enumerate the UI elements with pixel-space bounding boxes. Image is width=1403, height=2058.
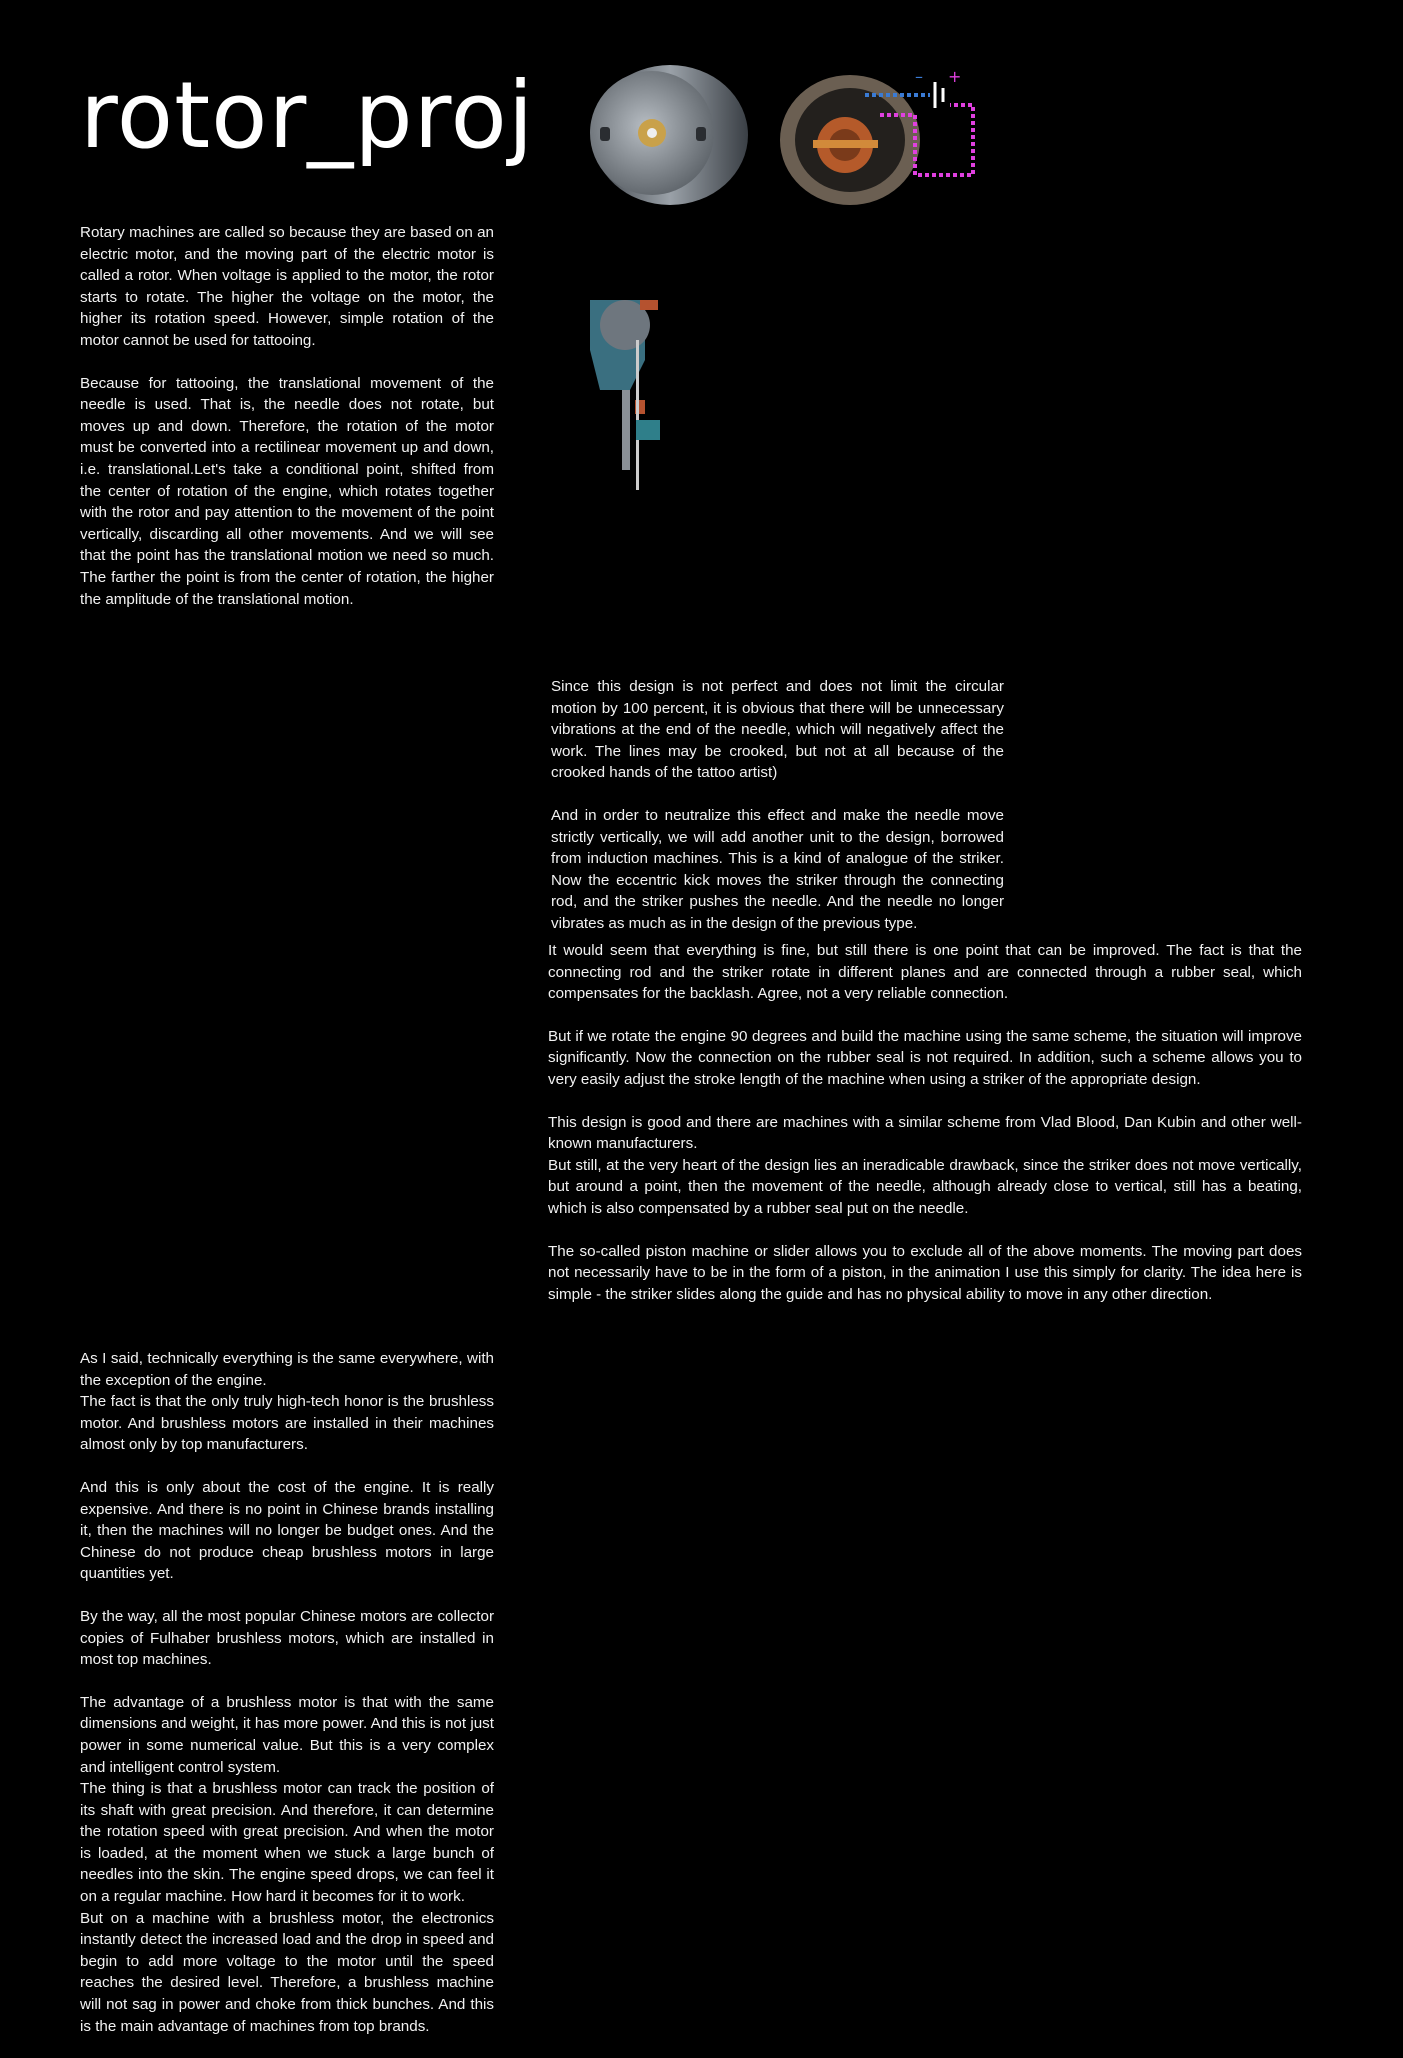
paragraph: Because for tattooing, the translational movement of the needle is used. That is, the needle does not rotate, but moves up and down. Therefore, the rotation of the motor must be converted into a rectilinear movement up and down, i.e. translational.Let's take a conditional point, shifted from the center of rotation of the engine, which rotates together with the rotor and pay attention to the movement of the point vertically, discarding all other movements. And we will see that the point has the translational motion we need so much. The farther the point is from the center of rotation, the higher the amplitude of the translational motion. <box>80 374 494 608</box>
brushless-text <box>80 1348 494 2058</box>
paragraph: And this is only about the cost of the engine. It is really expensive. And there is no point in Chinese brands installing it, then the machines will no longer be budget ones. And the Chinese do not produce cheap brushless motors in large quantities yet. <box>80 1478 494 1583</box>
improve-text <box>548 940 1302 1326</box>
paragraph: The advantage of a brushless motor is that with the same dimensions and weight, it has more power. And this is not just power in some numerical value. But this is a very complex and intelligent control system. <box>80 1693 494 1776</box>
page-title: rotor_proj <box>80 62 535 169</box>
paragraph: The thing is that a brushless motor can track the position of its shaft with great precision. And therefore, it can determine the rotation speed with great precision. And when the motor is loaded, at the moment when we stuck a large bunch of needles into the skin. The engine speed drops, we can feel it on a regular machine. How hard it becomes for it to work. <box>80 1780 494 1906</box>
design-text <box>551 676 1004 956</box>
paragraph: But on a machine with a brushless motor, the electronics instantly detect the increased load and the drop in speed and begin to add more voltage to the motor until the speed reaches the desired level. Therefore, a brushless machine will not sag in power and choke from thick bunches. And this is the main advantage of machines from top brands. <box>80 1909 494 2035</box>
paragraph: This design is good and there are machines with a similar scheme from Vlad Blood, Dan Kubin and other well-known manufacturers. <box>548 1113 1302 1153</box>
paragraph: The so-called piston machine or slider allows you to exclude all of the above moments. The moving part does not necessarily have to be in the form of a piston, in the animation I use this simply for clarity. The idea here is simple - the striker slides along the guide and has no physical ability to move in any other direction. <box>548 1242 1302 1303</box>
minus-label: – <box>915 67 923 86</box>
paragraph: Rotary machines are called so because they are based on an electric motor, and the moving part of the electric motor is called a rotor. When voltage is applied to the motor, the rotor starts to rotate. The higher the voltage on the motor, the higher its rotation speed. However, simple rotation of the motor cannot be used for tattooing. <box>80 224 494 349</box>
motor-cutaway-icon <box>765 60 985 220</box>
paragraph: By the way, all the most popular Chinese motors are collector copies of Fulhaber brushless motors, which are installed in most top machines. <box>80 1607 494 1669</box>
tattoo-machine-icon <box>590 300 660 490</box>
intro-text <box>80 222 494 631</box>
paragraph: Since this design is not perfect and does not limit the circular motion by 100 percent, it is obvious that there will be unnecessary vibrations at the end of the needle, which will negatively affect the work. The lines may be crooked, but not at all because of the crooked hands of the tattoo artist) <box>551 678 1004 782</box>
paragraph: It would seem that everything is fine, but still there is one point that can be improved. The fact is that the connecting rod and the striker rotate in different planes and are connected through a rubber seal, which compensates for the backlash. Agree, not a very reliable connection. <box>548 942 1302 1003</box>
dc-motor-icon <box>580 55 770 215</box>
paragraph: As I said, technically everything is the same everywhere, with the exception of the engine. <box>80 1350 494 1389</box>
paragraph: But if we rotate the engine 90 degrees and build the machine using the same scheme, the situation will improve significantly. Now the connection on the rubber seal is not required. In addition, such a scheme allows you to very easily adjust the stroke length of the machine when using a striker of the appropriate design. <box>548 1027 1302 1088</box>
plus-label: + <box>948 67 962 86</box>
paragraph: The fact is that the only truly high-tech honor is the brushless motor. And brushless motors are installed in their machines almost only by top manufacturers. <box>80 1393 494 1454</box>
paragraph: But still, at the very heart of the design lies an ineradicable drawback, since the striker does not move vertically, but around a point, then the movement of the needle, although already close to vertical, still has a beating, which is also compensated by a rubber seal put on the needle. <box>548 1156 1302 1217</box>
rotary-machines-row <box>580 270 960 650</box>
paragraph: And in order to neutralize this effect and make the needle move strictly vertically, we will add another unit to the design, borrowed from induction machines. This is a kind of analogue of the striker. Now the eccentric kick moves the striker through the connecting rod, and the striker pushes the needle. And the needle no longer vibrates as much as in the design of the previous type. <box>551 806 1004 932</box>
